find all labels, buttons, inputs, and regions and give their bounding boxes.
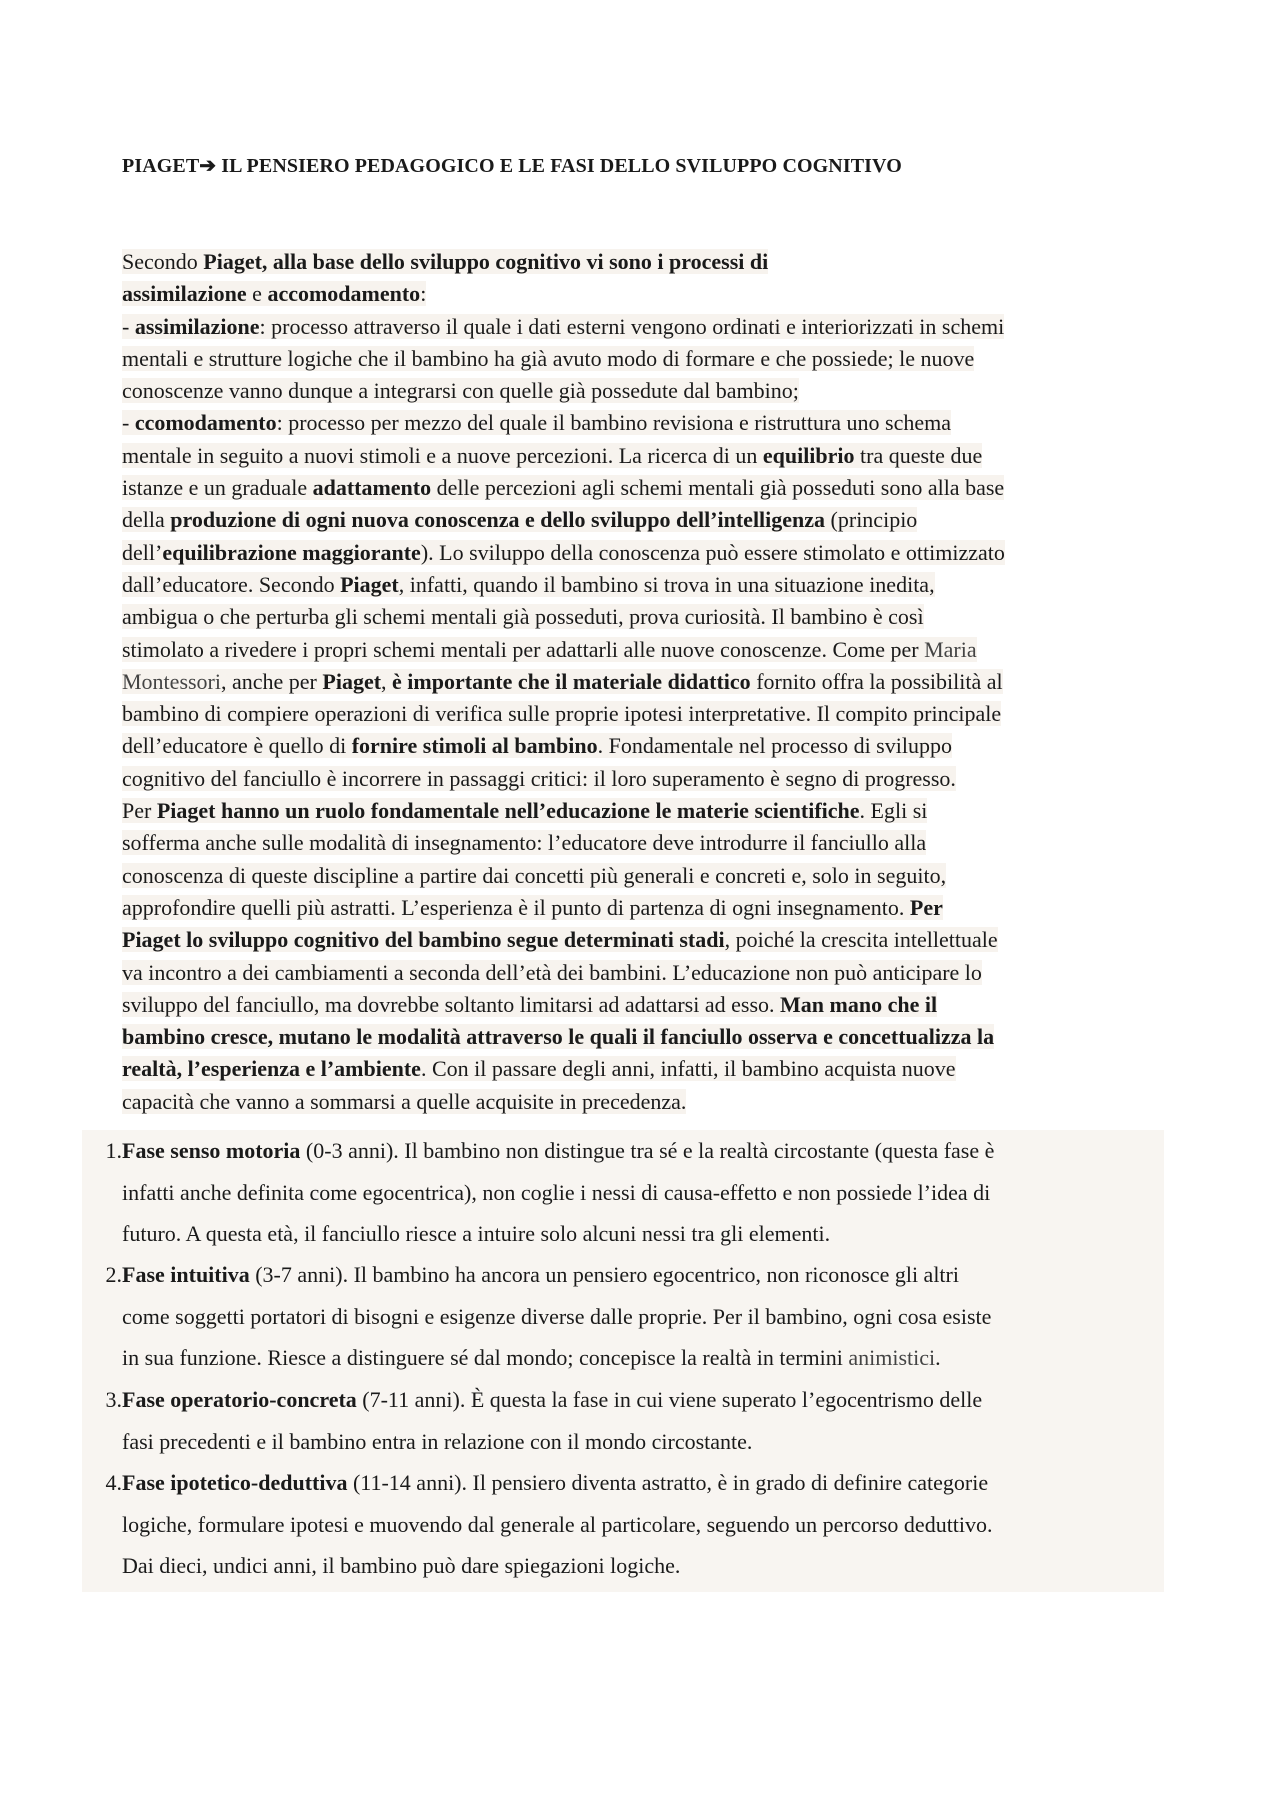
text-line: va incontro a dei cambiamenti a seconda dell’età dei bambini. L’educazione non può anticipare lo — [122, 959, 982, 985]
phases-list — [82, 1130, 1164, 1592]
text-line: dall’educatore. Secondo Piaget, infatti, quando il bambino si trova in una situazione inedita, — [122, 571, 935, 597]
text-line: sofferma anche sulle modalità di insegnamento: l’educatore deve introdurre il fanciullo alla — [122, 830, 927, 856]
text-line: istanze e un graduale adattamento delle percezioni agli schemi mentali già posseduti sono alla base — [122, 475, 1005, 501]
text-line: assimilazione e accomodamento: — [122, 281, 427, 307]
text-line: in sua funzione. Riesce a distinguere sé dal mondo; concepisce la realtà in termini animistici. — [122, 1345, 941, 1370]
text-line: Fase operatorio-concreta (7-11 anni). È questa la fase in cui viene superato l’egocentrismo delle — [122, 1387, 983, 1412]
text-line: mentali e strutture logiche che il bambino ha già avuto modo di formare e che possiede; le nuove — [122, 345, 975, 371]
list-number: 1. — [105, 1138, 122, 1163]
text-line: logiche, formulare ipotesi e muovendo dal generale al particolare, seguendo un percorso deduttivo. — [122, 1511, 993, 1537]
text-line: come soggetti portatori di bisogni e esigenze diverse dalle proprie. Per il bambino, ogni cosa esiste — [122, 1303, 992, 1329]
text-line: capacità che vanno a sommarsi a quelle acquisite in precedenza. — [122, 1088, 687, 1114]
text-line: conoscenza di queste discipline a partire dai concetti più generali e concreti e, solo in seguito, — [122, 862, 947, 888]
text-line: stimolato a rivedere i propri schemi mentali per adattarli alle nuove conoscenze. Come per Maria — [122, 636, 977, 662]
list-number: 4. — [105, 1470, 122, 1495]
text-line: realtà, l’esperienza e l’ambiente. Con il passare degli anni, infatti, il bambino acquista nuove — [122, 1056, 956, 1082]
text-line: bambino di compiere operazioni di verifica sulle proprie ipotesi interpretative. Il compito principale — [122, 701, 1002, 727]
text-line: conoscenze vanno dunque a integrarsi con quelle già possedute dal bambino; — [122, 378, 799, 404]
text-line: Secondo Piaget, alla base dello sviluppo cognitivo vi sono i processi di — [122, 249, 769, 274]
list-number: 3. — [105, 1387, 122, 1412]
document-title: PIAGET➔ IL PENSIERO PEDAGOGICO E LE FASI DELLO SVILUPPO COGNITIVO — [122, 155, 902, 177]
text-line: sviluppo del fanciullo, ma dovrebbe soltanto limitarsi ad adattarsi ad esso. Man mano che il — [122, 991, 938, 1017]
intro-paragraph — [122, 246, 1162, 1118]
text-line: Dai dieci, undici anni, il bambino può dare spiegazioni logiche. — [122, 1553, 681, 1578]
text-line: ambigua o che perturba gli schemi mentali già posseduti, prova curiosità. Il bambino è così — [122, 604, 924, 630]
text-line: cognitivo del fanciullo è incorrere in passaggi critici: il loro superamento è segno di progresso. — [122, 765, 956, 791]
text-line: Per Piaget hanno un ruolo fondamentale nell’educazione le materie scientifiche. Egli si — [122, 798, 928, 824]
text-line: bambino cresce, mutano le modalità attraverso le quali il fanciullo osserva e concettualizza la — [122, 1024, 995, 1050]
text-line: - ccomodamento: processo per mezzo del quale il bambino revisiona e ristruttura uno schema — [122, 410, 952, 436]
text-line: dell’educatore è quello di fornire stimoli al bambino. Fondamentale nel processo di sviluppo — [122, 733, 952, 759]
text-line: fasi precedenti e il bambino entra in relazione con il mondo circostante. — [122, 1428, 753, 1454]
text-line: Fase ipotetico-deduttiva (11-14 anni). Il pensiero diventa astratto, è in grado di definire categorie — [122, 1470, 989, 1495]
text-line: - assimilazione: processo attraverso il quale i dati esterni vengono ordinati e interiorizzati in schemi — [122, 313, 1005, 339]
text-line: approfondire quelli più astratti. L’esperienza è il punto di partenza di ogni insegnamento. Per — [122, 894, 943, 920]
text-line: infatti anche definita come egocentrica), non coglie i nessi di causa-effetto e non possiede l’idea di — [122, 1179, 991, 1205]
text-line: Montessori, anche per Piaget, è importante che il materiale didattico fornito offra la possibilità al — [122, 668, 1003, 694]
text-line: della produzione di ogni nuova conoscenza e dello sviluppo dell’intelligenza (principio — [122, 507, 918, 533]
text-line: Piaget lo sviluppo cognitivo del bambino segue determinati stadi, poiché la crescita intellettuale — [122, 927, 998, 953]
text-line: mentale in seguito a nuovi stimoli e a nuove percezioni. La ricerca di un equilibrio tra queste due — [122, 442, 983, 468]
text-line: Fase senso motoria (0-3 anni). Il bambino non distingue tra sé e la realtà circostante (questa fase è — [122, 1138, 995, 1163]
text-line: Fase intuitiva (3-7 anni). Il bambino ha ancora un pensiero egocentrico, non riconosce gli altri — [122, 1262, 959, 1287]
list-number: 2. — [105, 1262, 122, 1287]
text-line: futuro. A questa età, il fanciullo riesce a intuire solo alcuni nessi tra gli elementi. — [122, 1221, 831, 1246]
text-line: dell’equilibrazione maggiorante). Lo sviluppo della conoscenza può essere stimolato e ottimizzato — [122, 539, 1005, 565]
